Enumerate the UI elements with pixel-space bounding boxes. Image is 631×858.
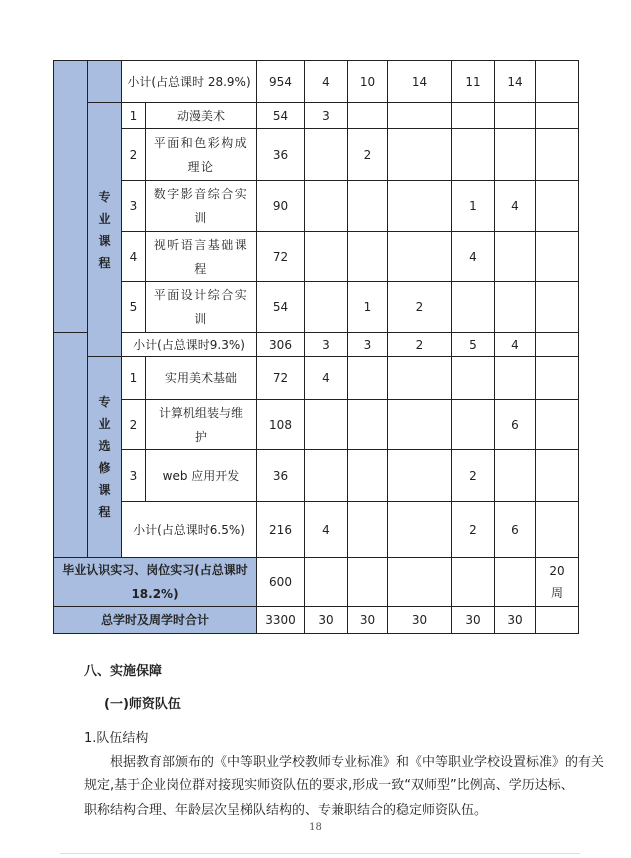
table-cell [536, 502, 579, 558]
table-cell: 4 [495, 333, 536, 357]
table-cell: 3 [122, 181, 146, 232]
table-cell [388, 450, 452, 502]
table-cell [536, 357, 579, 400]
table-cell: 2 [452, 450, 495, 502]
table-cell: 1 [348, 282, 388, 333]
table-cell: 14 [495, 61, 536, 103]
table-cell: 72 [257, 232, 305, 282]
table-cell: 306 [257, 333, 305, 357]
table-cell [536, 333, 579, 357]
category-cell [88, 61, 122, 103]
subtotal-label: 小计(占总课时6.5%) [122, 502, 257, 558]
table-cell [348, 103, 388, 129]
table-cell [305, 129, 348, 181]
table-row [54, 61, 579, 103]
paragraph-line: 规定,基于企业岗位群对接现实师资队伍的要求,形成一致“双师型”比例高、学历达标、 [84, 778, 574, 793]
table-cell [536, 282, 579, 333]
table-cell [305, 558, 348, 607]
table-cell [536, 61, 579, 103]
table-cell: 2 [348, 129, 388, 181]
course-name: 计算机组装与维护 [146, 400, 257, 450]
table-cell: 108 [257, 400, 305, 450]
item-heading: 1.队伍结构 [84, 731, 149, 746]
table-cell [388, 558, 452, 607]
table-cell [536, 129, 579, 181]
category-cell [54, 61, 88, 333]
category-label: 专业课程 [88, 103, 122, 357]
course-name: 平面设计综合实训 [146, 282, 257, 333]
table-cell: 36 [257, 129, 305, 181]
table-cell [388, 400, 452, 450]
table-row [54, 282, 579, 333]
table-cell: 30 [388, 607, 452, 634]
table-cell [536, 232, 579, 282]
table-row [54, 103, 579, 129]
table-cell: 54 [257, 282, 305, 333]
table-cell [536, 181, 579, 232]
table-cell: 3 [348, 333, 388, 357]
course-name: 数字影音综合实训 [146, 181, 257, 232]
table-cell [348, 357, 388, 400]
table-row [54, 232, 579, 282]
table-cell: 72 [257, 357, 305, 400]
table-cell [388, 357, 452, 400]
table-cell: 2 [452, 502, 495, 558]
table-cell: 11 [452, 61, 495, 103]
table-cell [305, 282, 348, 333]
table-cell: 3 [305, 103, 348, 129]
table-cell: 36 [257, 450, 305, 502]
table-cell: 216 [257, 502, 305, 558]
paragraph [84, 751, 605, 775]
table-cell [348, 181, 388, 232]
table-row [54, 558, 579, 607]
course-name: web 应用开发 [146, 450, 257, 502]
table-cell [495, 232, 536, 282]
table-cell: 1 [452, 181, 495, 232]
table-cell [305, 450, 348, 502]
table-cell: 1 [122, 357, 146, 400]
table-cell: 4 [495, 181, 536, 232]
table-cell: 2 [122, 129, 146, 181]
table-cell [348, 558, 388, 607]
table-row [54, 400, 579, 450]
table-cell: 54 [257, 103, 305, 129]
table-cell: 30 [348, 607, 388, 634]
category-label: 专业选修课程 [88, 357, 122, 558]
table-cell [348, 450, 388, 502]
table-cell [305, 232, 348, 282]
table-cell: 4 [452, 232, 495, 282]
table-cell: 4 [305, 502, 348, 558]
table-cell [536, 607, 579, 634]
table-row [54, 181, 579, 232]
table-row [54, 502, 579, 558]
table-cell: 4 [122, 232, 146, 282]
table-cell: 5 [122, 282, 146, 333]
table-cell [536, 450, 579, 502]
table-cell: 30 [305, 607, 348, 634]
table-cell: 3300 [257, 607, 305, 634]
table-cell [495, 558, 536, 607]
subtotal-label: 小计(占总课时9.3%) [122, 333, 257, 357]
table-cell: 3 [122, 450, 146, 502]
table-cell: 30 [495, 607, 536, 634]
grand-total-label: 总学时及周学时合计 [54, 607, 257, 634]
table-cell: 90 [257, 181, 305, 232]
table-row [54, 333, 579, 357]
table-row [54, 450, 579, 502]
table-cell [305, 400, 348, 450]
subtotal-label: 小计(占总课时 28.9%) [122, 61, 257, 103]
table-cell: 20周 [536, 558, 579, 607]
curriculum-table [53, 60, 579, 634]
table-cell [348, 400, 388, 450]
section-heading: 八、实施保障 [84, 664, 163, 679]
table-cell [495, 282, 536, 333]
table-cell: 2 [122, 400, 146, 450]
table-cell: 6 [495, 400, 536, 450]
table-cell [495, 129, 536, 181]
table-cell: 1 [122, 103, 146, 129]
divider [60, 853, 580, 854]
table-cell [536, 103, 579, 129]
table-cell [348, 232, 388, 282]
table-cell: 10 [348, 61, 388, 103]
course-name: 视听语言基础课程 [146, 232, 257, 282]
table-cell: 14 [388, 61, 452, 103]
course-name: 平面和色彩构成理论 [146, 129, 257, 181]
course-name: 动漫美术 [146, 103, 257, 129]
paragraph-line: 根据教育部颁布的《中等职业学校教师专业标准》和《中等职业学校设置标准》的有关 [110, 755, 605, 770]
table-cell: 2 [388, 333, 452, 357]
table-cell [495, 357, 536, 400]
table-cell: 954 [257, 61, 305, 103]
paragraph-line: 职称结构合理、年龄层次呈梯队结构的、专兼职结合的稳定师资队伍。 [84, 803, 488, 818]
table-cell [388, 129, 452, 181]
table-cell: 30 [452, 607, 495, 634]
table-cell [388, 103, 452, 129]
table-row [54, 357, 579, 400]
table-cell: 4 [305, 61, 348, 103]
table-cell: 3 [305, 333, 348, 357]
subsection-heading: (一)师资队伍 [104, 697, 181, 712]
table-row [54, 607, 579, 634]
table-cell [536, 400, 579, 450]
table-cell [348, 502, 388, 558]
table-cell [305, 181, 348, 232]
table-cell [388, 502, 452, 558]
table-cell: 2 [388, 282, 452, 333]
table-row [54, 129, 579, 181]
table-cell: 600 [257, 558, 305, 607]
table-cell [452, 558, 495, 607]
table-cell [452, 282, 495, 333]
table-cell [388, 181, 452, 232]
internship-label: 毕业认识实习、岗位实习(占总课时 18.2%) [54, 558, 257, 607]
category-cell [54, 333, 88, 558]
table-cell: 5 [452, 333, 495, 357]
table-cell [452, 103, 495, 129]
table-cell: 6 [495, 502, 536, 558]
table-cell [495, 450, 536, 502]
table-cell [452, 400, 495, 450]
table-cell: 4 [305, 357, 348, 400]
table-cell [452, 129, 495, 181]
table-cell [452, 357, 495, 400]
table-cell [388, 232, 452, 282]
course-name: 实用美术基础 [146, 357, 257, 400]
table-cell [495, 103, 536, 129]
page-number: 18 [309, 822, 322, 833]
